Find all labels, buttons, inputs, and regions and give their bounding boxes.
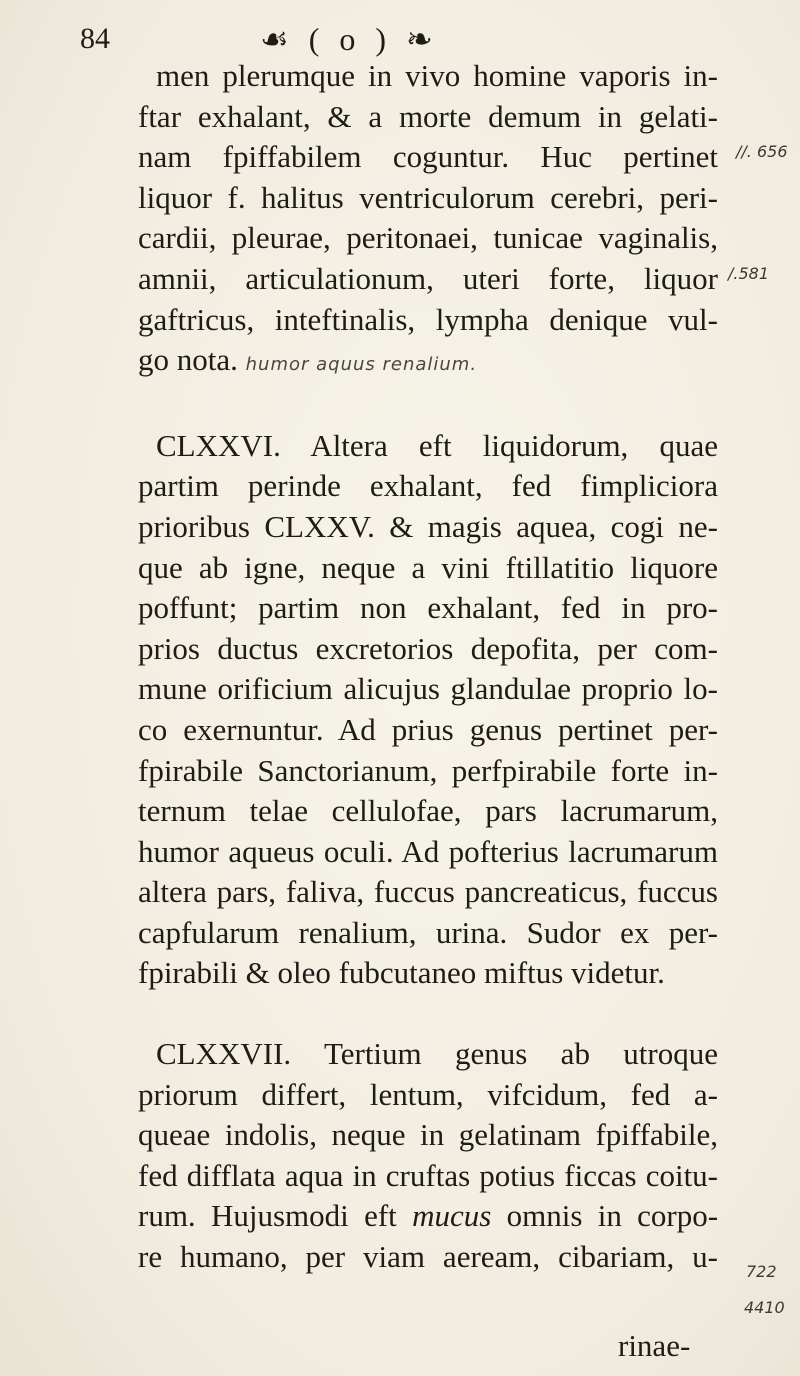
text-line: fpirabili & oleo fubcutaneo miftus videtur. xyxy=(138,955,665,991)
margin-note: /.581 xyxy=(728,264,770,283)
text-line: partim perinde exhalant, fed fimpliciora xyxy=(138,468,718,504)
italic-term: mucus xyxy=(412,1198,492,1234)
margin-note: //. 656 xyxy=(736,142,788,161)
text-line: altera pars, faliva, fuccus pancreaticus, fuccus xyxy=(138,874,718,910)
text-line: ternum telae cellulofae, pars lacrumarum, xyxy=(138,793,718,829)
text-line: mune orificium alicujus glandulae proprio lo- xyxy=(138,671,718,707)
text-line: que ab igne, neque a vini ftillatitio liquore xyxy=(138,549,718,585)
text-line: men plerumque in vivo homine vaporis in- xyxy=(156,58,718,93)
text-line: nam fpiffabilem coguntur. Huc pertinet xyxy=(138,139,718,175)
text-block xyxy=(138,56,718,1278)
catchword: rinae- xyxy=(618,1328,691,1363)
margin-note: 4410 xyxy=(744,1298,785,1317)
text-line: prioribus CLXXV. & magis aquea, cogi ne- xyxy=(138,508,718,544)
text-line: prios ductus excretorios depofita, per com- xyxy=(138,630,718,666)
text-fragment: rum. Hujusmodi eft xyxy=(138,1198,397,1234)
page-number: 84 xyxy=(80,22,110,55)
text-line: fed difflata aqua in cruftas potius ficcas coitu- xyxy=(138,1157,718,1193)
text-line xyxy=(138,1196,718,1237)
text-line: priorum differt, lentum, vifcidum, fed a- xyxy=(138,1076,718,1112)
handwritten-note: humor aquus renalium. xyxy=(245,354,478,376)
text-line: gaftricus, inteftinalis, lympha denique vul- xyxy=(138,301,718,337)
text-line: capfularum renalium, urina. Sudor ex per- xyxy=(138,914,718,950)
paragraph-gap xyxy=(138,994,718,1034)
text-fragment: go nota. xyxy=(138,342,238,378)
text-line: ftar exhalant, & a morte demum in gelati- xyxy=(138,98,718,134)
text-line: poffunt; partim non exhalant, fed in pro- xyxy=(138,590,718,626)
text-line: amnii, articulationum, uteri forte, liquor xyxy=(138,260,718,296)
text-line: liquor f. halitus ventriculorum cerebri, peri- xyxy=(138,179,718,215)
text-line: queae indolis, neque in gelatinam fpiffabile, xyxy=(138,1117,718,1153)
text-line: humor aqueus oculi. Ad pofterius lacrumarum xyxy=(138,833,718,869)
text-line: re humano, per viam aeream, cibariam, u- xyxy=(138,1239,718,1275)
text-line xyxy=(138,340,718,386)
text-line: co exernuntur. Ad prius genus pertinet per- xyxy=(138,711,718,747)
margin-note: 722 xyxy=(746,1262,777,1281)
text-line: CLXXVII. Tertium genus ab utroque xyxy=(156,1036,718,1072)
running-head: ☙ ( o ) ❧ xyxy=(260,21,439,57)
text-line: fpirabile Sanctorianum, perfpirabile forte in- xyxy=(138,752,718,788)
text-line: CLXXVI. Altera eft liquidorum, quae xyxy=(156,427,718,463)
text-line: cardii, pleurae, peritonaei, tunicae vaginalis, xyxy=(138,220,718,256)
text-fragment: omnis in corpo- xyxy=(506,1198,719,1234)
paragraph-gap xyxy=(138,386,718,426)
